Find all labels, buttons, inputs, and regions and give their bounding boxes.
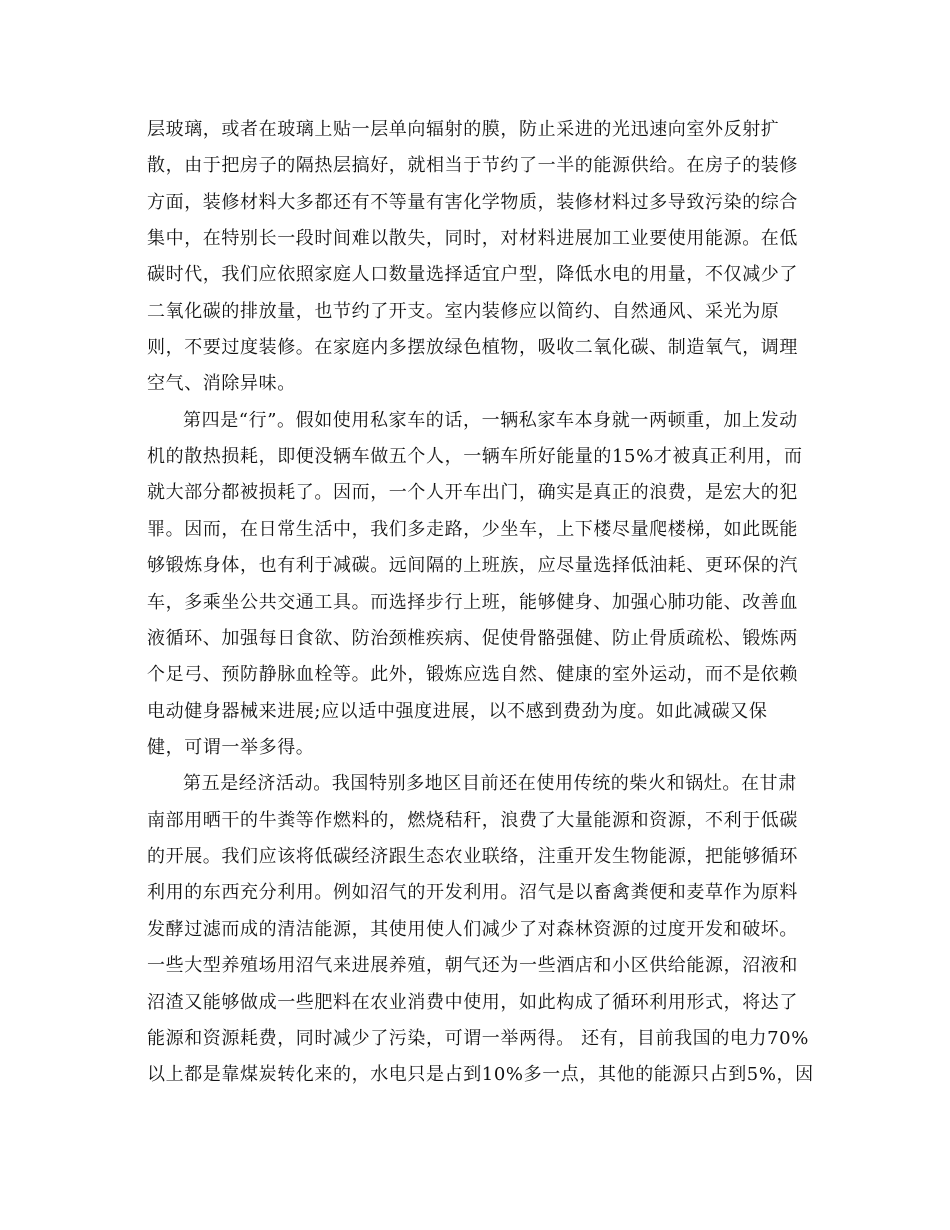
text-line: 车，多乘坐公共交通工具。而选择步行上班，能够健身、加强心肺功能、改善血 bbox=[147, 592, 798, 613]
text-line: 健，可谓一举多得。 bbox=[147, 737, 315, 758]
text-line: 南部用晒干的牛粪等作燃料的，燃烧秸秆，浪费了大量能源和资源，不利于低碳 bbox=[147, 810, 798, 831]
text-line: 沼渣又能够做成一些肥料在农业消费中使用，如此构成了循环利用形式，将达了 bbox=[147, 992, 798, 1013]
text-line: 个足弓、预防静脉血栓等。此外，锻炼应选自然、健康的室外运动，而不是依赖 bbox=[147, 664, 798, 685]
text-line: 能源和资源耗费，同时减少了污染，可谓一举两得。 还有，目前我国的电力70% bbox=[147, 1028, 809, 1049]
text-line: 利用的东西充分利用。例如沼气的开发利用。沼气是以畜禽粪便和麦草作为原料 bbox=[147, 882, 798, 903]
text-line: 则，不要过度装修。在家庭内多摆放绿色植物，吸收二氧化碳、制造氧气，调理 bbox=[147, 337, 798, 358]
text-line: 碳时代，我们应依照家庭人口数量选择适宜户型，降低水电的用量，不仅减少了 bbox=[147, 264, 798, 285]
text-line: 液循环、加强每日食欲、防治颈椎疾病、促使骨骼强健、防止骨质疏松、锻炼两 bbox=[147, 628, 798, 649]
text-line: 方面，装修材料大多都还有不等量有害化学物质，装修材料过多导致污染的综合 bbox=[147, 192, 798, 213]
paragraph-first-line: 第四是“行”。假如使用私家车的话，一辆私家车本身就一两顿重，加上发动 bbox=[183, 410, 798, 431]
text-line: 罪。因而，在日常生活中，我们多走路，少坐车，上下楼尽量爬楼梯，如此既能 bbox=[147, 519, 798, 540]
text-line: 电动健身器械来进展;应以适中强度进展，以不感到费劲为度。如此减碳又保 bbox=[147, 701, 768, 722]
text-line: 以上都是靠煤炭转化来的，水电只是占到10%多一点，其他的能源只占到5%，因 bbox=[147, 1064, 814, 1085]
text-line: 空气、消除异味。 bbox=[147, 373, 296, 394]
text-line: 够锻炼身体，也有利于减碳。远间隔的上班族，应尽量选择低油耗、更环保的汽 bbox=[147, 555, 798, 576]
text-line: 二氧化碳的排放量，也节约了开支。室内装修应以简约、自然通风、采光为原 bbox=[147, 301, 780, 322]
text-line: 散，由于把房子的隔热层搞好，就相当于节约了一半的能源供给。在房子的装修 bbox=[147, 155, 798, 176]
text-line: 机的散热损耗，即便没辆车做五个人，一辆车所好能量的15%才被真正利用，而 bbox=[147, 446, 803, 467]
text-line: 集中，在特别长一段时间难以散失，同时，对材料进展加工业要使用能源。在低 bbox=[147, 228, 798, 249]
text-line: 的开展。我们应该将低碳经济跟生态农业联络，注重开发生物能源，把能够循环 bbox=[147, 846, 798, 867]
text-line: 一些大型养殖场用沼气来进展养殖，朝气还为一些酒店和小区供给能源，沼液和 bbox=[147, 955, 798, 976]
text-line: 层玻璃，或者在玻璃上贴一层单向辐射的膜，防止采进的光迅速向室外反射扩 bbox=[147, 119, 780, 140]
text-line: 就大部分都被损耗了。因而，一个人开车出门，确实是真正的浪费，是宏大的犯 bbox=[147, 482, 798, 503]
paragraph-first-line: 第五是经济活动。我国特别多地区目前还在使用传统的柴火和锅灶。在甘肃 bbox=[183, 773, 797, 794]
text-line: 发酵过滤而成的清洁能源，其使用使人们减少了对森林资源的过度开发和破坏。 bbox=[147, 919, 798, 940]
